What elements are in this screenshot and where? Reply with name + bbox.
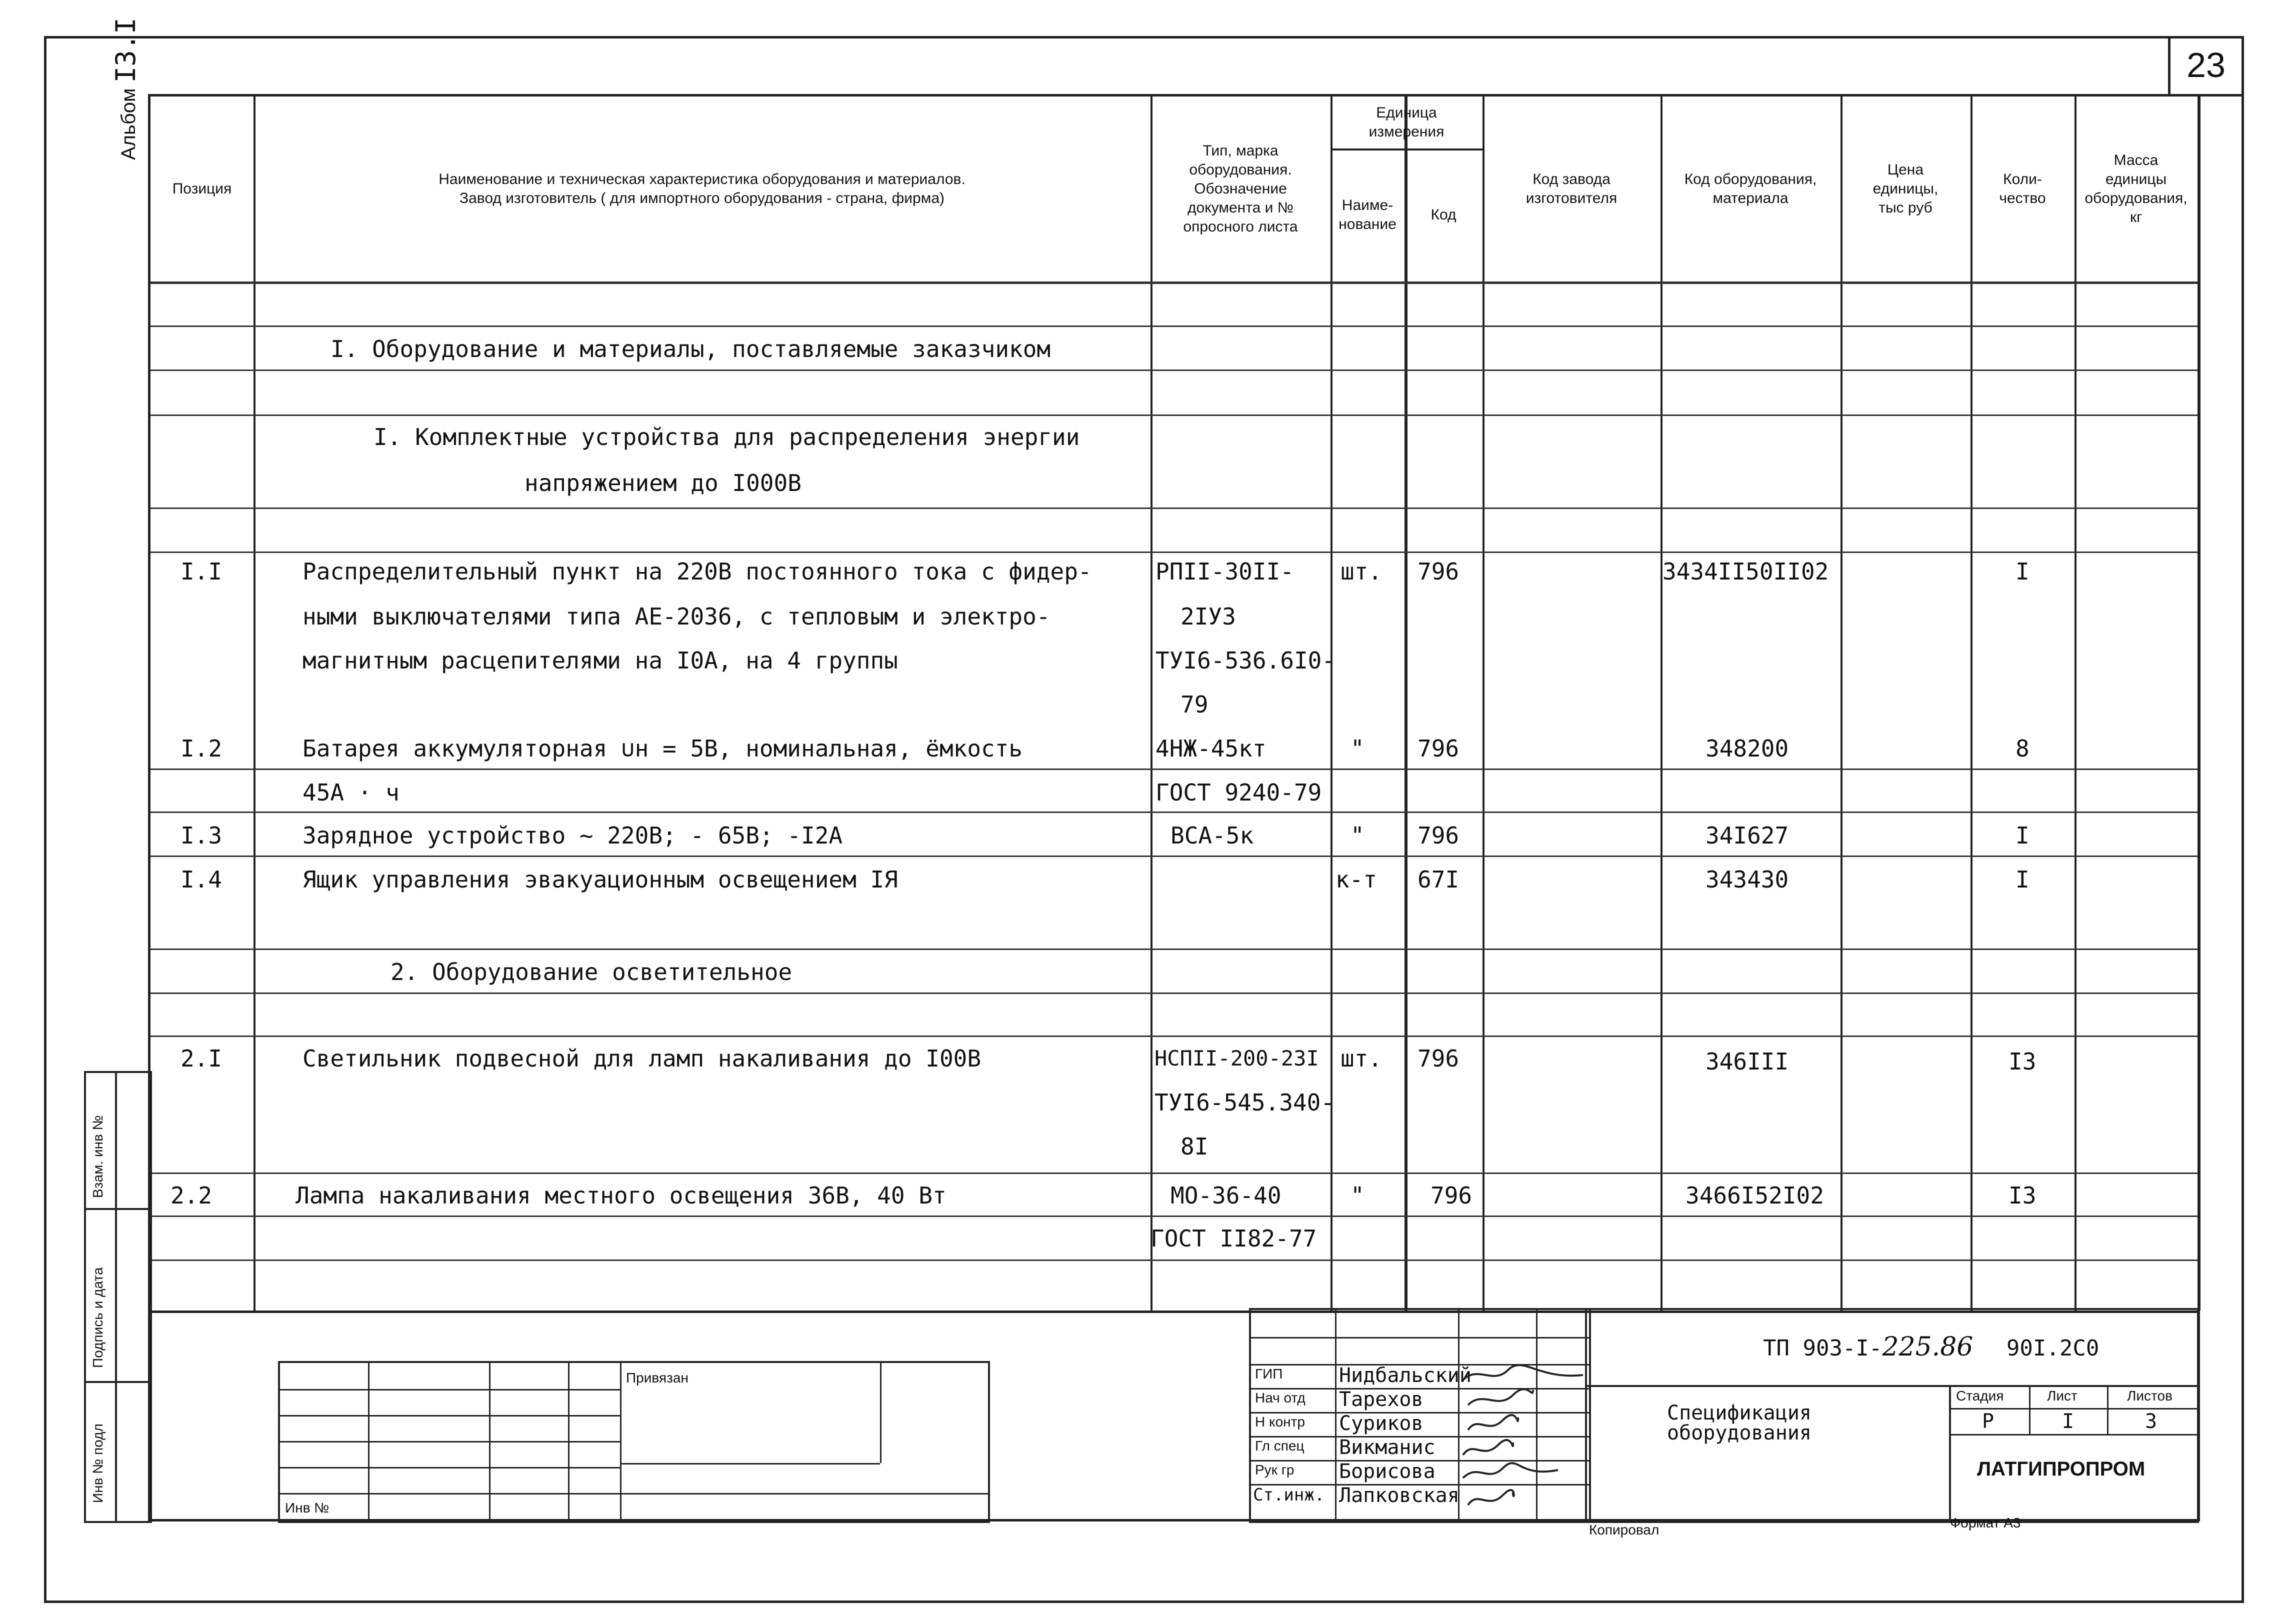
role-gl-spec: Гл спец	[1255, 1438, 1304, 1454]
row-name: 45А · ч	[302, 779, 400, 806]
grid-line	[1587, 1385, 2197, 1387]
row-line	[150, 370, 2198, 371]
row-type: ТУI6-536.6I0-	[1156, 647, 1336, 674]
row-unit-code: 796	[1418, 822, 1460, 849]
row-equipment-code: 343430	[1706, 866, 1789, 893]
strip-divider	[115, 1073, 117, 1521]
role-st-inzh: Ст.инж.	[1253, 1485, 1325, 1505]
role-nach-otd: Нач отд	[1255, 1390, 1306, 1406]
row-name: Батарея аккумуляторная ∪н = 5В, номинальная, ёмкость	[302, 735, 1023, 762]
row-type: РПII-30II-	[1156, 558, 1294, 585]
grid-line	[1949, 1408, 2197, 1410]
role-ruk-gr: Рук гр	[1255, 1462, 1294, 1478]
row-unit: шт.	[1340, 558, 1382, 585]
header-quantity: Коли- чество	[1999, 171, 2046, 206]
row-name: Светильник подвесной для ламп накаливания до I00В	[302, 1045, 982, 1072]
header-bottom-line	[150, 282, 2198, 284]
row-line	[150, 1036, 2198, 1037]
row-line	[150, 508, 2198, 509]
name-n-kontr: Суриков	[1339, 1412, 1424, 1435]
row-line	[150, 326, 2198, 327]
doc-title: Спецификация оборудования	[1667, 1402, 1812, 1444]
strip-inv-podl: Инв № подл	[90, 1424, 106, 1503]
row-quantity: I	[2016, 866, 2030, 893]
row-quantity: I3	[2008, 1182, 2036, 1209]
doc-code	[1763, 1332, 2099, 1362]
row-name: Распределительный пункт на 220В постоянного тока с фидер-	[302, 558, 1092, 585]
sheets-value: 3	[2145, 1410, 2158, 1433]
album-word: Альбом	[118, 88, 140, 160]
row-position: I.4	[180, 866, 222, 893]
row-unit: шт.	[1340, 1045, 1382, 1072]
header-type: Тип, марка оборудования. Обозначение документа и № опросного листа	[1183, 142, 1298, 235]
row-equipment-code: 3434II50II02	[1662, 558, 1829, 585]
grid-line	[1949, 1385, 1951, 1521]
grid-line	[280, 1389, 620, 1390]
section-title-1-1b: напряжением до I000В	[524, 470, 802, 496]
format-label: Формат А3	[1950, 1515, 2021, 1530]
album-label	[110, 18, 142, 160]
row-equipment-code: 34I627	[1706, 822, 1789, 849]
row-name: магнитным расцепителями на I0А, на 4 группы	[302, 647, 898, 674]
grid-line	[1335, 1310, 1336, 1521]
stage-value: Р	[1982, 1410, 1994, 1433]
sheet-value: I	[2062, 1410, 2074, 1433]
specification-table	[148, 94, 2200, 1313]
row-line	[150, 812, 2198, 813]
role-gip: ГИП	[1255, 1366, 1283, 1382]
row-position: I.3	[180, 822, 222, 849]
row-line	[150, 1172, 2198, 1174]
header-name: Наименование и техническая характеристика оборудования и материалов. Завод изготовитель ( для импортного оборудования - страна, фирма)	[438, 171, 966, 206]
doc-code-tail: 90I.2С0	[2006, 1336, 2100, 1361]
row-equipment-code: 346III	[1706, 1048, 1789, 1075]
row-position: I.2	[180, 735, 222, 762]
row-line	[150, 948, 2198, 950]
row-quantity: I3	[2008, 1048, 2036, 1075]
row-line	[150, 1260, 2198, 1261]
strip-divider	[86, 1381, 150, 1383]
doc-code-print: ТП 903-I-	[1763, 1336, 1882, 1361]
row-line	[150, 992, 2198, 994]
row-unit: "	[1350, 1182, 1364, 1209]
row-equipment-code: 348200	[1706, 735, 1789, 762]
grid-line	[280, 1415, 620, 1416]
grid-line	[1251, 1337, 1589, 1338]
row-name: ными выключателями типа АЕ-2036, с тепловым и электро-	[302, 603, 1050, 630]
row-type: 2IУ3	[1180, 603, 1236, 630]
row-name: Ящик управления эвакуационным освещением IЯ	[302, 866, 898, 893]
grid-line	[2107, 1385, 2108, 1434]
section-title-1-1a: I. Комплектные устройства для распределения энергии	[374, 424, 1080, 450]
row-unit-code: 67I	[1418, 866, 1460, 893]
handwritten-signatures	[1458, 1360, 1589, 1520]
grid-line	[280, 1467, 620, 1468]
row-type: 4НЖ-45кт	[1156, 735, 1266, 762]
row-position: 2.2	[170, 1182, 212, 1209]
stage-label: Стадия	[1956, 1388, 2004, 1404]
role-n-kontr: Н контр	[1255, 1414, 1305, 1430]
row-unit-code: 796	[1430, 1182, 1472, 1209]
main-title-block	[1585, 1308, 2199, 1523]
grid-line	[880, 1363, 882, 1463]
strip-inv-vzam: Взам. инв №	[90, 1115, 106, 1198]
grid-line	[2029, 1385, 2030, 1434]
row-unit: к-т	[1336, 866, 1378, 893]
row-quantity: I	[2016, 822, 2030, 849]
row-unit: "	[1350, 735, 1364, 762]
row-quantity: I	[2016, 558, 2030, 585]
name-gl-spec: Викманис	[1339, 1436, 1436, 1459]
row-position: 2.I	[180, 1045, 222, 1072]
name-gip: Нидбальский	[1339, 1364, 1472, 1387]
row-line	[150, 1216, 2198, 1217]
row-type: ГОСТ 9240-79	[1156, 779, 1322, 806]
privyazan-label: Привязан	[626, 1370, 688, 1386]
row-position: I.I	[180, 558, 222, 585]
section-title-1: I. Оборудование и материалы, поставляемые заказчиком	[330, 336, 1051, 362]
copied-label: Копировал	[1589, 1522, 1660, 1538]
row-type: НСПII-200-23I	[1154, 1046, 1319, 1070]
header-price: Цена единицы, тыс руб	[1872, 162, 1938, 216]
organization: ЛАТГИПРОПРОМ	[1977, 1458, 2146, 1480]
row-unit-code: 796	[1418, 1045, 1460, 1072]
revision-grid	[278, 1361, 990, 1523]
row-type: ТУI6-545.340-	[1154, 1089, 1335, 1116]
row-unit-code: 796	[1418, 558, 1460, 585]
row-type: МО-36-40	[1170, 1182, 1282, 1209]
row-line	[150, 768, 2198, 770]
grid-line	[1949, 1434, 2197, 1436]
grid-line	[620, 1363, 622, 1521]
header-unit-code: Код	[1430, 206, 1456, 223]
grid-line	[280, 1493, 988, 1494]
row-quantity: 8	[2016, 735, 2030, 762]
row-line	[150, 552, 2198, 553]
sheets-label: Листов	[2127, 1388, 2172, 1404]
header-mass: Масса единицы оборудования, кг	[2084, 152, 2188, 226]
row-line	[150, 414, 2198, 416]
album-number: I3.I	[110, 18, 142, 83]
row-line	[150, 856, 2198, 857]
doc-code-handwritten: 225.86	[1882, 1332, 1974, 1362]
row-type: 8I	[1180, 1133, 1208, 1160]
row-type: 79	[1180, 691, 1208, 718]
inv-no-label: Инв №	[285, 1500, 330, 1516]
col-divider	[2198, 96, 2200, 1310]
row-type: ВСА-5к	[1170, 822, 1254, 849]
grid-line	[280, 1441, 620, 1442]
signature-block	[1249, 1308, 1591, 1523]
name-ruk-gr: Борисова	[1339, 1460, 1436, 1483]
row-name: Лампа накаливания местного освещения 36В, 40 Вт	[296, 1182, 946, 1209]
section-title-2: 2. Оборудование осветительное	[390, 958, 792, 986]
row-equipment-code: 3466I52I02	[1686, 1182, 1824, 1209]
row-name: Зарядное устройство ~ 220В; - 65В; -I2А	[302, 822, 843, 849]
row-unit: "	[1350, 822, 1364, 849]
strip-sign-date: Подпись и дата	[90, 1267, 106, 1368]
name-st-inzh: Лапковская	[1339, 1484, 1460, 1507]
name-nach-otd: Тарехов	[1339, 1388, 1424, 1411]
header-unit: Единица измерения	[1368, 104, 1444, 140]
header-equipment-code: Код оборудования, материала	[1684, 171, 1817, 206]
grid-line	[620, 1463, 880, 1464]
sheet-label: Лист	[2047, 1388, 2078, 1404]
left-stamp-strip	[84, 1071, 152, 1523]
header-plant-code: Код завода изготовителя	[1526, 171, 1618, 206]
row-type: ГОСТ II82-77	[1150, 1225, 1317, 1252]
header-position: Позиция	[172, 180, 232, 197]
row-unit-code: 796	[1418, 735, 1460, 762]
sheet-number: 23	[2168, 36, 2242, 96]
strip-divider	[86, 1208, 150, 1210]
header-unit-name: Наиме- нование	[1338, 197, 1396, 232]
